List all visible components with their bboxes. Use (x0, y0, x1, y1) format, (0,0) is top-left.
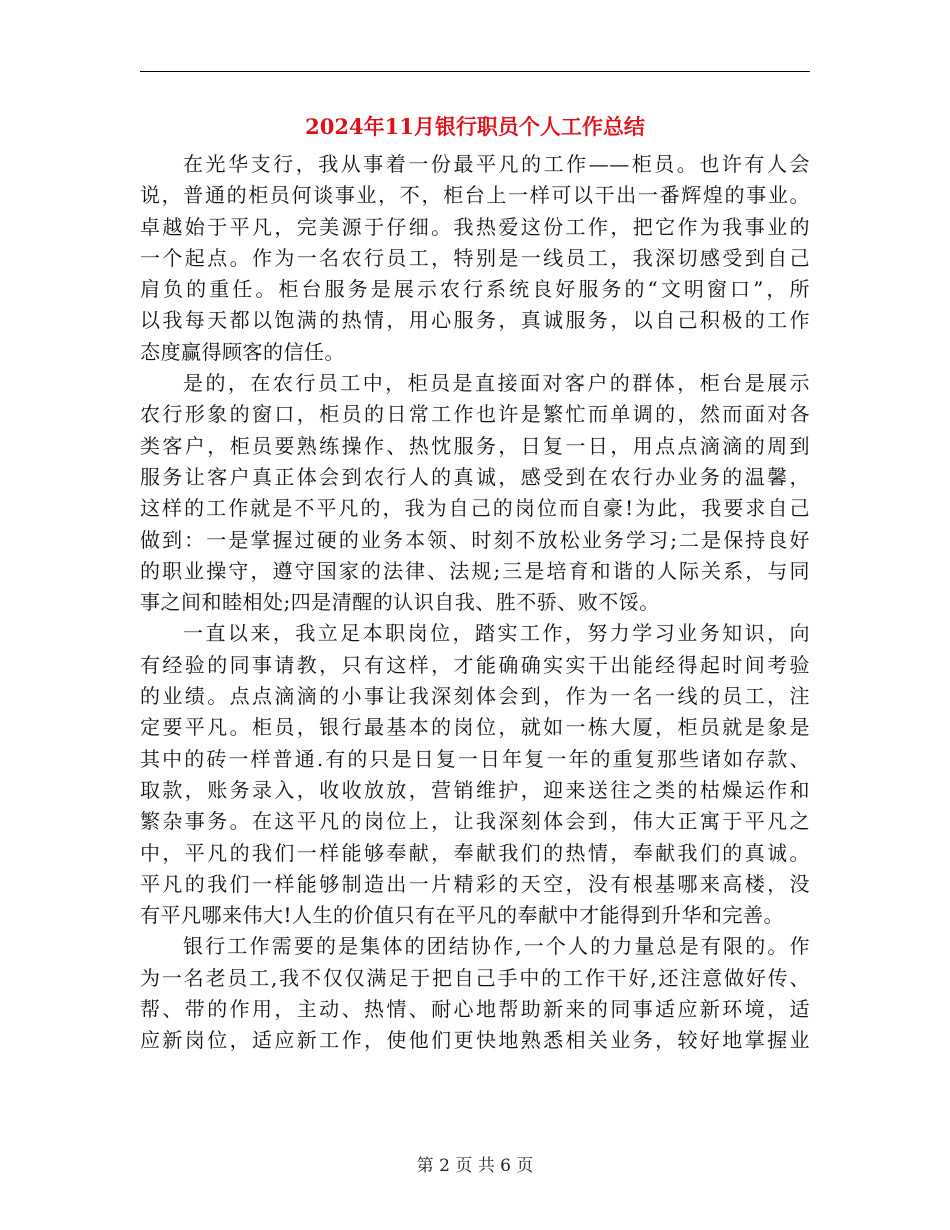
paragraph-line: 繁杂事务。在这平凡的岗位上，让我深刻体会到，伟大正寓于平凡之 (140, 809, 810, 834)
paragraph-line: 其中的砖一样普通.有的只是日复一日年复一年的重复那些诸如存款、 (140, 746, 810, 771)
paragraph-line: 定要平凡。柜员，银行最基本的岗位，就如一栋大厦，柜员就是象是 (140, 715, 810, 740)
paragraph (140, 149, 810, 368)
paragraph-line: 的职业操守，遵守国家的法律、法规;三是培育和谐的人际关系，与同 (140, 558, 810, 583)
paragraph (140, 618, 810, 931)
paragraph-line: 是的，在农行员工中，柜员是直接面对客户的群体，柜台是展示 (183, 371, 810, 396)
paragraph-line: 一个起点。作为一名农行员工，特别是一线员工，我深切感受到自己 (140, 245, 810, 270)
document-body (140, 149, 810, 1057)
paragraph-line: 以我每天都以饱满的热情，用心服务，真诚服务，以自己积极的工作 (140, 308, 810, 333)
paragraph-line: 一直以来，我立足本职岗位，踏实工作，努力学习业务知识，向 (183, 621, 810, 646)
header-rule (140, 71, 810, 72)
paragraph-line: 服务让客户真正体会到农行人的真诚，感受到在农行办业务的温馨， (140, 464, 810, 489)
paragraph-line: 帮、带的作用，主动、热情、耐心地帮助新来的同事适应新环境，适 (140, 997, 810, 1022)
paragraph-line: 应新岗位，适应新工作，使他们更快地熟悉相关业务，较好地掌握业 (140, 1028, 810, 1053)
paragraph-line: 为一名老员工,我不仅仅满足于把自己手中的工作干好,还注意做好传、 (140, 965, 810, 990)
paragraph-line: 事之间和睦相处;四是清醒的认识自我、胜不骄、败不馁。 (140, 590, 660, 615)
paragraph-line: 做到：一是掌握过硬的业务本领、时刻不放松业务学习;二是保持良好 (140, 527, 810, 552)
paragraph-line: 的业绩。点点滴滴的小事让我深刻体会到，作为一名一线的员工，注 (140, 684, 810, 709)
paragraph-line: 卓越始于平凡，完美源于仔细。我热爱这份工作，把它作为我事业的 (140, 214, 810, 239)
paragraph-line: 平凡的我们一样能够制造出一片精彩的天空，没有根基哪来高楼，没 (140, 871, 810, 896)
paragraph (140, 368, 810, 618)
paragraph-line: 取款，账务录入，收收放放，营销维护，迎来送往之类的枯燥运作和 (140, 777, 810, 802)
paragraph-line: 中，平凡的我们一样能够奉献，奉献我们的热情，奉献我们的真诚。 (140, 840, 810, 865)
paragraph-line: 有经验的同事请教，只有这样，才能确确实实干出能经得起时间考验 (140, 652, 810, 677)
page-number: 第 2 页 共 6 页 (416, 1156, 534, 1176)
paragraph-line: 类客户，柜员要熟练操作、热忱服务，日复一日，用点点滴滴的周到 (140, 433, 810, 458)
paragraph-line: 在光华支行，我从事着一份最平凡的工作——柜员。也许有人会 (183, 152, 810, 176)
paragraph-line: 说，普通的柜员何谈事业，不，柜台上一样可以干出一番辉煌的事业。 (140, 183, 810, 208)
document-title: 2024年11月银行职员个人工作总结 (305, 114, 645, 139)
paragraph-line: 态度赢得顾客的信任。 (140, 339, 345, 364)
paragraph-line: 这样的工作就是不平凡的，我为自己的岗位而自豪!为此，我要求自己 (140, 496, 810, 521)
paragraph (140, 931, 810, 1056)
paragraph-line: 农行形象的窗口，柜员的日常工作也许是繁忙而单调的，然而面对各 (140, 402, 810, 427)
paragraph-line: 肩负的重任。柜台服务是展示农行系统良好服务的“文明窗口”，所 (140, 277, 810, 302)
paragraph-line: 银行工作需要的是集体的团结协作,一个人的力量总是有限的。作 (183, 934, 810, 959)
paragraph-line: 有平凡哪来伟大!人生的价值只有在平凡的奉献中才能得到升华和完善。 (140, 903, 785, 928)
